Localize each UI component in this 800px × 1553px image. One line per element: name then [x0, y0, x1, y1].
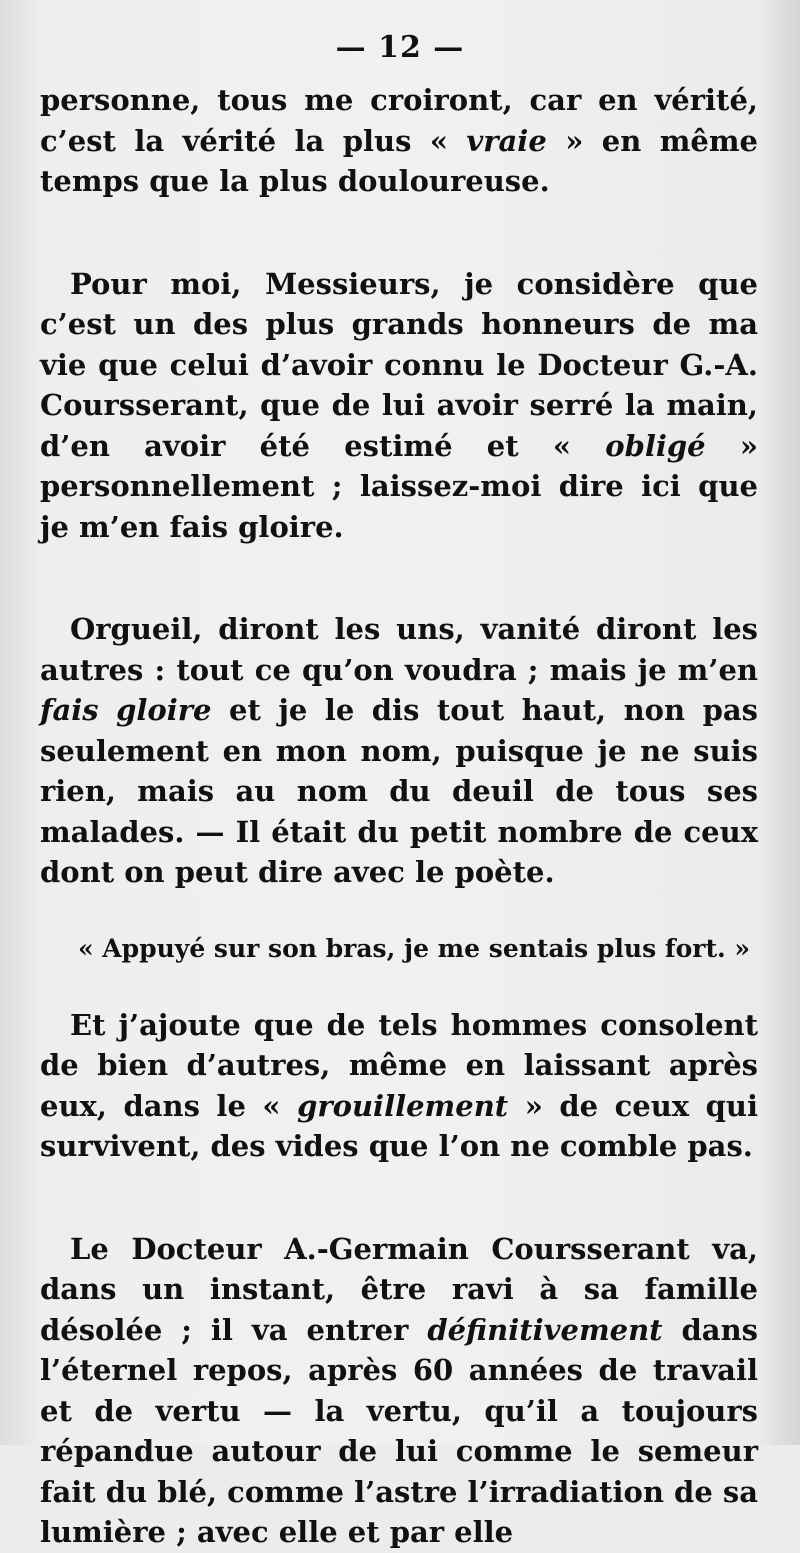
paragraph-gap [40, 1167, 758, 1229]
text-run: en même temps que la plus douloureuse. [40, 123, 759, 198]
italic-word-grouillement: grouillement [297, 1088, 509, 1123]
close-quote: » [546, 123, 584, 158]
paragraph-2 [40, 264, 758, 548]
close-quote: » [705, 428, 758, 463]
page-number: — 12 — [335, 30, 465, 65]
text-run: Orgueil, diront les uns, vanité diront les autres : tout ce qu’on voudra ; mais je m’en [40, 612, 758, 687]
text-run: et je le dis tout haut, non pas seulement en mon nom, puisque je ne suis rien, mais au nom du deuil de tous ses malades. — Il était du petit nombre de ceux dont on peut dire avec le poète. [40, 693, 758, 889]
paragraph-gap [40, 969, 758, 1005]
paragraph-4 [40, 1005, 758, 1167]
paragraph-gap [40, 893, 758, 929]
text-run: dans l’éternel repos, après 60 années de travail et de vertu — la vertu, qu’il a toujours répandue autour de lui comme le semeur fait du blé, comme l’astre l’irradiation de sa lumière ; avec elle et par elle [40, 1312, 758, 1549]
open-quote: « [262, 1088, 298, 1123]
italic-word-vraie: vraie [466, 123, 547, 158]
text-run: Et j’ajoute que de tels hommes consolent de bien d’autres, même en laissant après eux, dans le [40, 1007, 758, 1123]
text-run: personne, tous me croiront, car en vérité, c’est la vérité la plus [40, 83, 758, 158]
close-quote: » [508, 1088, 543, 1123]
paragraph-5 [40, 1229, 758, 1553]
text-run: de ceux qui survivent, des vides que l’on ne comble pas. [40, 1088, 758, 1163]
paragraph-gap [40, 202, 758, 264]
paragraph-gap [40, 547, 758, 609]
paragraph-1 [40, 80, 758, 202]
italic-word-oblige: obligé [605, 428, 706, 463]
verse-quote: « Appuyé sur son bras, je me sentais plus fort. » [77, 933, 751, 963]
page-text [40, 80, 758, 1553]
open-quote: « [552, 428, 606, 463]
text-run: Pour moi, Messieurs, je considère que c’est un des plus grands honneurs de ma vie que celui d’avoir connu le Docteur G.-A. Coursserant, que de lui avoir serré la main, d’en avoir été estimé et [40, 266, 758, 463]
open-quote: « [429, 123, 467, 158]
text-run: Le Docteur A.-Germain Coursserant va, dans un instant, être ravi à sa famille désolée ; il va entrer [40, 1231, 758, 1347]
italic-phrase-fais-gloire: fais gloire [40, 693, 212, 727]
italic-word-definitivement: définitivement [427, 1312, 663, 1347]
text-run: personnellement ; laissez-moi dire ici que je m’en fais gloire. [40, 469, 758, 544]
paragraph-3 [40, 609, 758, 893]
